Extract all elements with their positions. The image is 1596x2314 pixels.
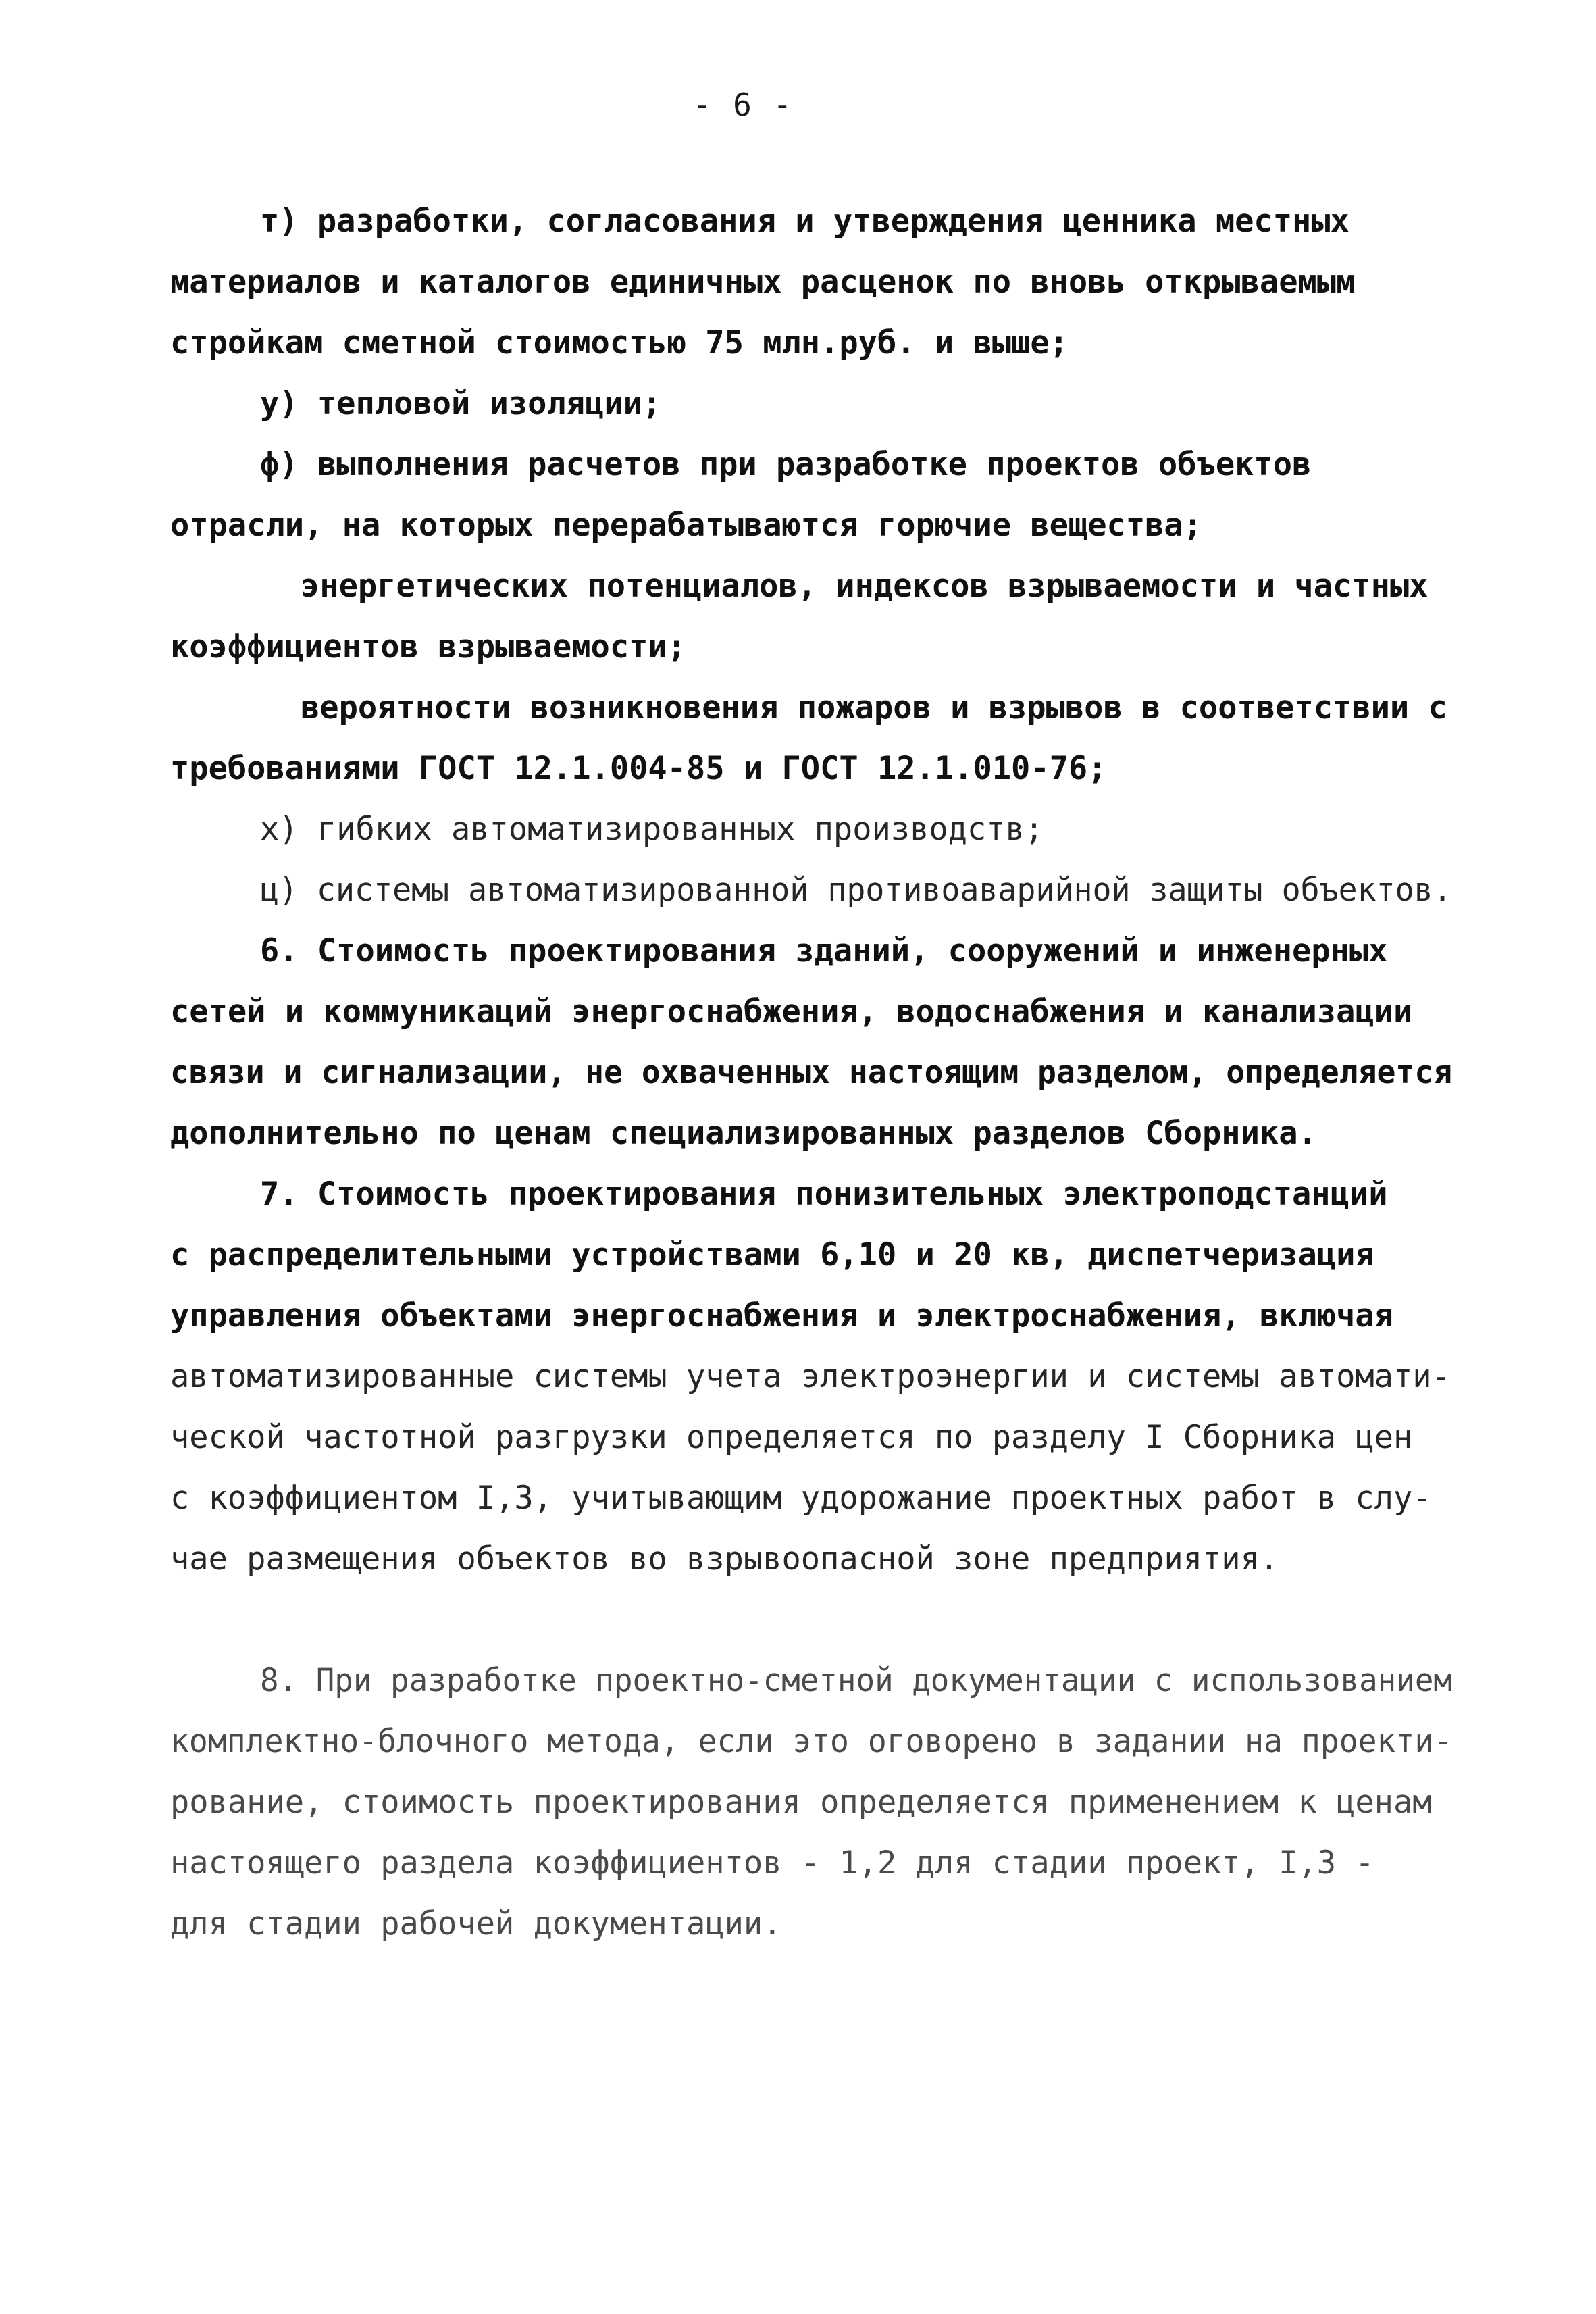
text-line: сетей и коммуникаций энергоснабжения, водоснабжения и канализации [170,993,1413,1030]
text-line: для стадии рабочей документации. [170,1905,782,1942]
text-line: ф) выполнения расчетов при разработке проектов объектов [260,446,1312,483]
text-line: т) разработки, согласования и утверждения ценника местных [260,203,1349,240]
text-line: 6. Стоимость проектирования зданий, сооружений и инженерных [260,932,1388,970]
text-line: настоящего раздела коэффициентов - 1,2 для стадии проект, I,3 - [170,1844,1374,1882]
text-line: 7. Стоимость проектирования понизительных электроподстанций [260,1176,1388,1213]
text-line: автоматизированные системы учета электроэнергии и системы автомати- [170,1358,1451,1395]
text-line: отрасли, на которых перерабатываются горючие вещества; [170,507,1203,544]
text-line: 8. При разработке проектно-сметной документации с использованием [260,1662,1452,1699]
text-line: дополнительно по ценам специализированных разделов Сборника. [170,1115,1317,1152]
text-line: чае размещения объектов во взрывоопасной зоне предприятия. [170,1540,1279,1578]
text-line: комплектно-блочного метода, если это оговорено в задании на проекти- [170,1723,1453,1760]
text-line: коэффициентов взрываемости; [170,628,687,665]
text-line: вероятности возникновения пожаров и взрывов в соответствии с [301,689,1447,726]
text-line: с распределительными устройствами 6,10 и 20 кв, диспетчеризация [170,1236,1374,1274]
text-line: материалов и каталогов единичных расценок по вновь открываемым [170,263,1356,301]
text-line: требованиями ГОСТ 12.1.004-85 и ГОСТ 12.1.010-76; [170,750,1107,787]
page-number: - 6 - [692,86,794,123]
text-line: у) тепловой изоляции; [260,385,662,422]
text-line: связи и сигнализации, не охваченных настоящим разделом, определяется [170,1054,1453,1091]
text-line: с коэффициентом I,3, учитывающим удорожание проектных работ в слу- [170,1480,1432,1517]
text-line: энергетических потенциалов, индексов взрываемости и частных [301,568,1428,605]
text-line: управления объектами энергоснабжения и электроснабжения, включая [170,1297,1393,1334]
text-line: ц) системы автоматизированной противоаварийной защиты объектов. [260,872,1452,909]
text-line: стройкам сметной стоимостью 75 млн.руб. и выше; [170,324,1069,361]
text-line: рование, стоимость проектирования определяется применением к ценам [170,1784,1432,1821]
text-line: х) гибких автоматизированных производств; [260,811,1044,848]
text-line: ческой частотной разгрузки определяется по разделу I Сборника цен [170,1419,1413,1456]
